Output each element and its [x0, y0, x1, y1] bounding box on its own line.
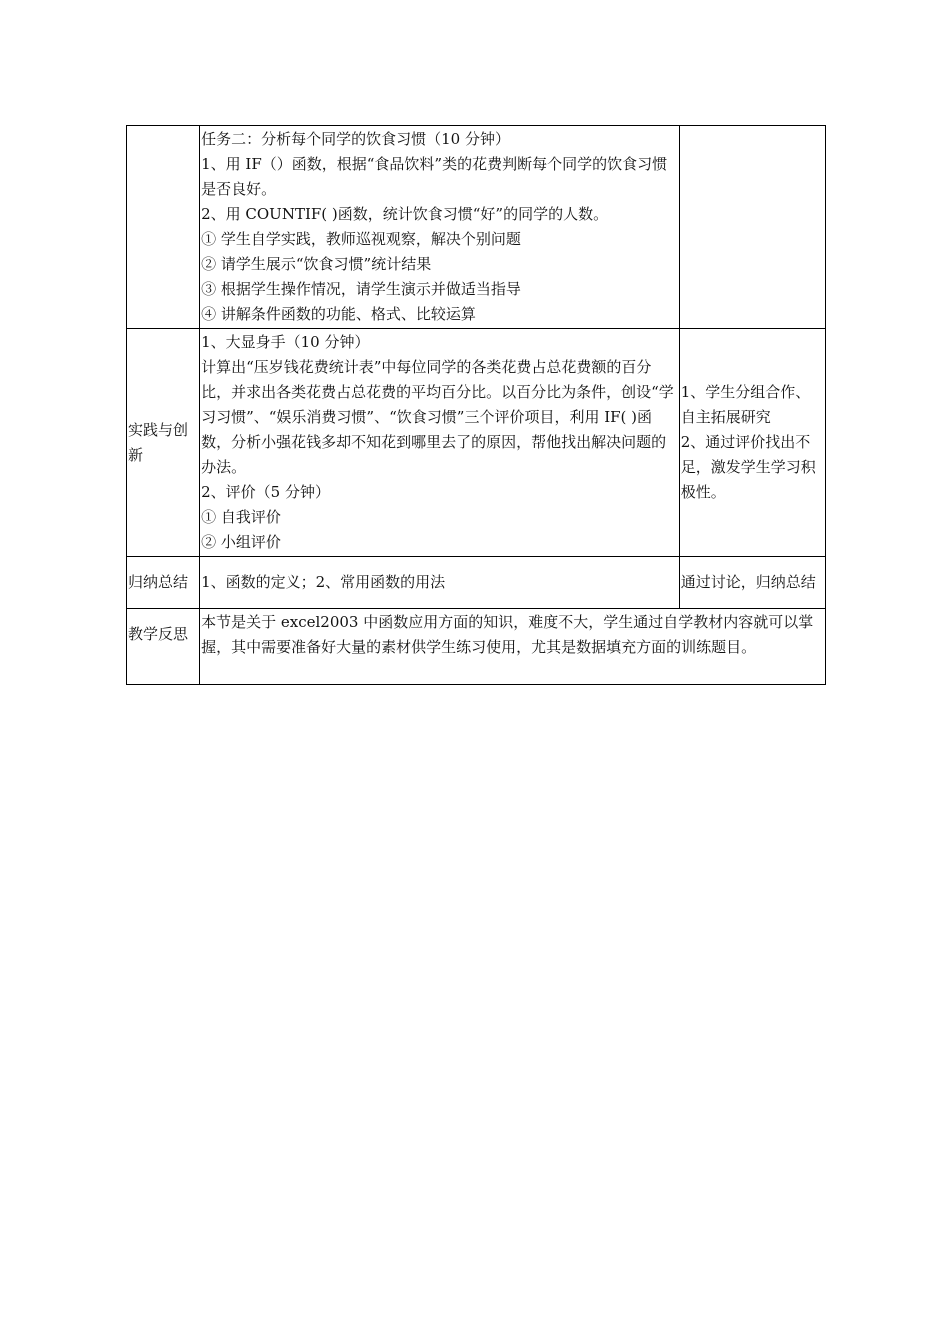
- table-row-task-two: [127, 126, 826, 329]
- content-line: 1、函数的定义；2、常用函数的用法: [201, 573, 446, 591]
- row-note-cell: [679, 126, 825, 329]
- content-line: ② 小组评价: [201, 533, 281, 551]
- content-line: ④ 讲解条件函数的功能、格式、比较运算: [201, 305, 476, 323]
- row-note-cell: [679, 329, 825, 557]
- table-row-summary: [127, 557, 826, 609]
- row-note-cell: [679, 557, 825, 609]
- note-line: 通过讨论，归纳总结: [680, 573, 816, 591]
- content-line: 2、用 COUNTIF( )函数，统计饮食习惯“好”的同学的人数。: [201, 205, 609, 223]
- content-line: 2、评价（5 分钟）: [201, 483, 330, 501]
- row-content-cell: [200, 126, 680, 329]
- table-row-practice: [127, 329, 826, 557]
- content-line: ② 请学生展示“饮食习惯”统计结果: [201, 255, 432, 273]
- content-line: ① 自我评价: [201, 508, 281, 526]
- content-line: ① 学生自学实践，教师巡视观察，解决个别问题: [201, 230, 521, 248]
- row-content-cell: [200, 609, 826, 685]
- row-label-cell: 归纳总结: [127, 557, 200, 609]
- lesson-plan-table: [126, 125, 826, 685]
- content-line: 本节是关于 excel2003 中函数应用方面的知识，难度不大，学生通过自学教材内容就可以掌握，其中需要准备好大量的素材供学生练习使用，尤其是数据填充方面的训练题目。: [201, 613, 814, 656]
- content-line: 任务二：分析每个同学的饮食习惯（10 分钟）: [201, 130, 510, 148]
- row-content-cell: [200, 557, 680, 609]
- note-line: 1、学生分组合作、自主拓展研究: [680, 383, 811, 426]
- row-label-cell: 实践与创新: [127, 329, 200, 557]
- note-line: 2、通过评价找出不足，激发学生学习积极性。: [680, 433, 816, 501]
- content-line: ③ 根据学生操作情况，请学生演示并做适当指导: [201, 280, 521, 298]
- content-line: 1、大显身手（10 分钟）: [201, 333, 370, 351]
- table-row-reflection: [127, 609, 826, 685]
- row-label-cell: [127, 126, 200, 329]
- row-label-cell: 教学反思: [127, 609, 200, 685]
- content-line: 计算出“压岁钱花费统计表”中每位同学的各类花费占总花费额的百分比，并求出各类花费占总花费的平均百分比。以百分比为条件，创设“学习习惯”、“娱乐消费习惯”、“饮食习惯”三个评价项目，利用 IF( )函数，分析小强花钱多却不知花到哪里去了的原因，帮他找出解决问题的办法。: [201, 358, 674, 476]
- row-content-cell: [200, 329, 680, 557]
- content-line: 1、用 IF（）函数，根据“食品饮料”类的花费判断每个同学的饮食习惯是否良好。: [201, 155, 668, 198]
